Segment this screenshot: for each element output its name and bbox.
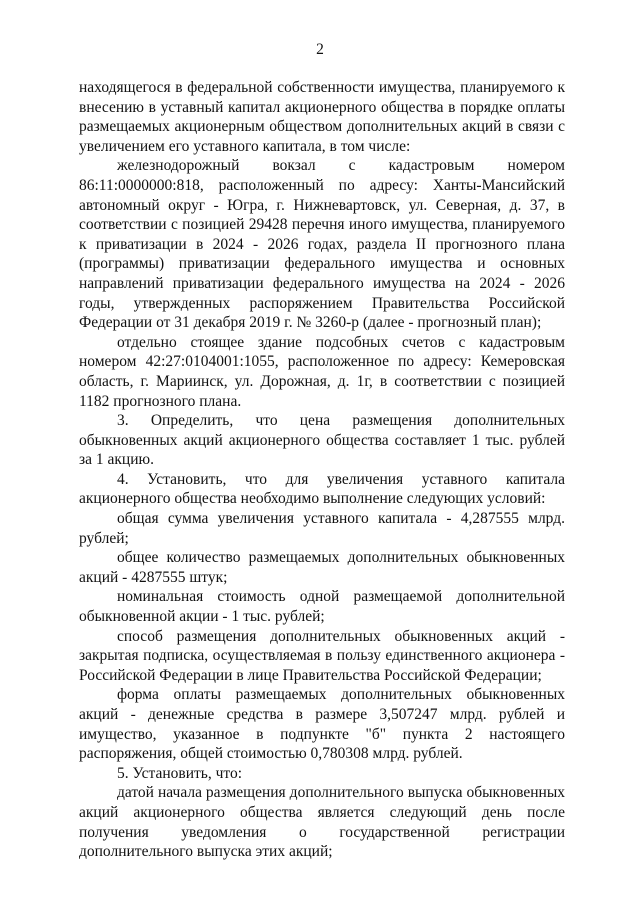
paragraph: 5. Установить, что: [117, 764, 243, 782]
paragraph: форма оплаты размещаемых дополнительных обыкновенных акций - денежные средства в размере 3,507247 млрд. рублей и имущество, указанное в подпункте "б" пункта 2 настоящего распоряжения, общей стоимостью 0,780308 млрд. рублей. [79, 686, 565, 763]
paragraph: датой начала размещения дополнительного выпуска обыкновенных акций акционерного общества является следующий день после получения уведомления о государственной регистрации дополнительного выпуска этих акций; [79, 784, 565, 861]
paragraph: способ размещения дополнительных обыкновенных акций - закрытая подписка, осуществляемая в пользу единственного акционера - Российской Федерации в лице Правительства Российской Федерации; [79, 627, 565, 684]
paragraph: 4. Установить, что для увеличения уставного капитала акционерного общества необходимо выполнение следующих условий: [79, 470, 565, 508]
paragraph: отдельно стоящее здание подсобных счетов с кадастровым номером 42:27:0104001:1055, расположенное по адресу: Кемеровская область, г. Мариинск, ул. Дорожная, д. 1г, в соответствии с позицией 1182 прогнозного плана. [79, 333, 565, 410]
paragraph: железнодорожный вокзал с кадастровым номером 86:11:0000000:818, расположенный по адресу: Ханты-Мансийский автономный округ - Югра, г. Нижневартовск, ул. Северная, д. 37, в соответствии с позицией 29428 перечня иного имущества, планируемого к приватизации в 2024 - 2026 годах, раздела II прогнозного плана (программы) приватизации федерального имущества и основных направлений приватизации федерального имущества на 2024 - 2026 годы, утвержденных распоряжением Правительства Российской Федерации от 31 декабря 2019 г. № 3260-р (далее - прогнозный план); [79, 157, 565, 332]
paragraph: общая сумма увеличения уставного капитала - 4,287555 млрд. рублей; [79, 510, 565, 547]
paragraph: находящегося в федеральной собственности имущества, планируемого к внесению в уставный капитал акционерного общества в порядке оплаты размещаемых акционерным обществом дополнительных акций в связи с увеличением его уставного капитала, в том числе: [79, 79, 565, 155]
paragraph: общее количество размещаемых дополнительных обыкновенных акций - 4287555 штук; [79, 549, 565, 586]
page-number: 2 [316, 41, 324, 58]
document-body [79, 78, 565, 862]
paragraph: 3. Определить, что цена размещения дополнительных обыкновенных акций акционерного общества составляет 1 тыс. рублей за 1 акцию. [79, 412, 565, 469]
paragraph: номинальная стоимость одной размещаемой дополнительной обыкновенной акции - 1 тыс. рублей; [79, 588, 565, 626]
